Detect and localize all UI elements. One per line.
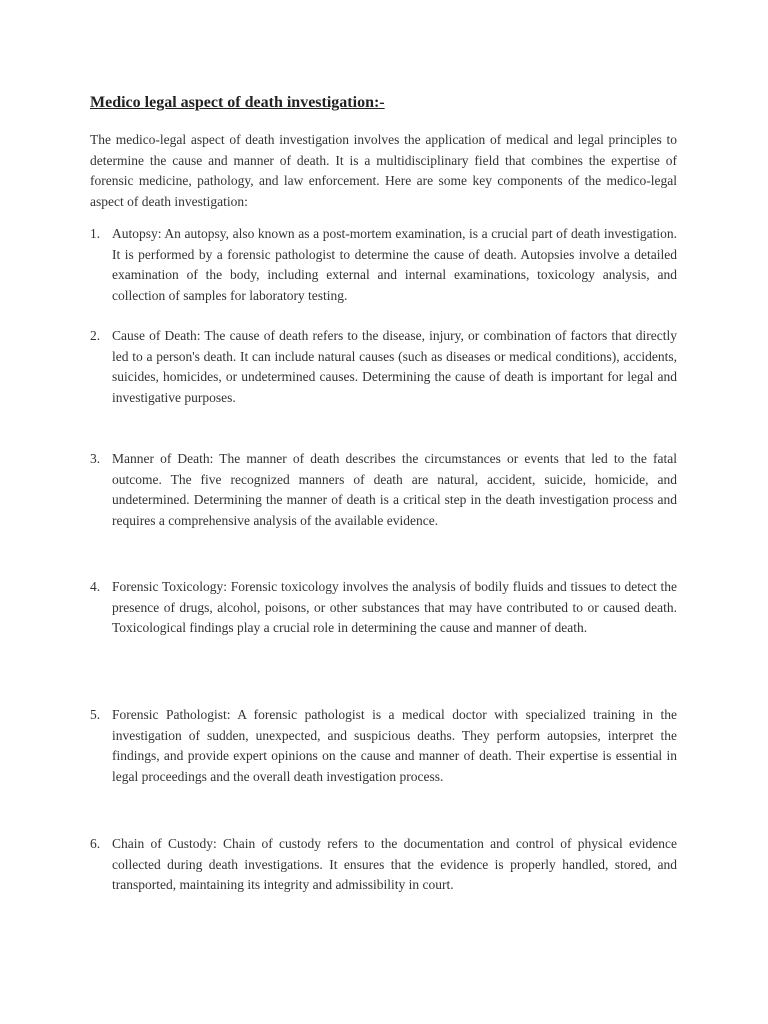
list-item-text: Cause of Death: The cause of death refers to the disease, injury, or combination of factors that directly led to a person's death. It can include natural causes (such as diseases or medical conditions), accidents, suicides, homicides, or undetermined causes. Determining the cause of death is important for legal and investigative purposes.	[112, 328, 677, 405]
list-item-number: 1.	[90, 226, 101, 241]
intro-paragraph: The medico-legal aspect of death investigation involves the application of medical and legal principles to determine the cause and manner of death. It is a multidisciplinary field that combines the expertise of forensic medicine, pathology, and law enforcement. Here are some key components of the medico-legal aspect of death investigation:	[90, 132, 677, 209]
list-item-forensic-toxicology	[90, 577, 677, 639]
list-item-number: 2.	[90, 328, 101, 343]
list-item-autopsy	[90, 224, 677, 306]
list-item-text: Autopsy: An autopsy, also known as a post-mortem examination, is a crucial part of death investigation. It is performed by a forensic pathologist to determine the cause of death. Autopsies involve a detailed examination of the body, including external and internal examinations, toxicology analysis, and collection of samples for laboratory testing.	[112, 226, 677, 303]
list-item-text: Forensic Pathologist: A forensic pathologist is a medical doctor with specialized training in the investigation of sudden, unexpected, and suspicious deaths. They perform autopsies, interpret the findings, and provide expert opinions on the cause and manner of death. Their expertise is essential in legal proceedings and the overall death investigation process.	[112, 707, 677, 784]
list-item-number: 3.	[90, 451, 101, 466]
list-item-chain-of-custody	[90, 834, 677, 896]
list-item-text: Forensic Toxicology: Forensic toxicology involves the analysis of bodily fluids and tissues to detect the presence of drugs, alcohol, poisons, or other substances that may have contributed to or caused death. Toxicological findings play a crucial role in determining the cause and manner of death.	[112, 579, 677, 635]
list-item-text: Chain of Custody: Chain of custody refers to the documentation and control of physical evidence collected during death investigations. It ensures that the evidence is properly handled, stored, and transported, maintaining its integrity and admissibility in court.	[112, 836, 677, 892]
list-item-text: Manner of Death: The manner of death describes the circumstances or events that led to the fatal outcome. The five recognized manners of death are natural, accident, suicide, homicide, and undetermined. Determining the manner of death is a critical step in the death investigation process and requires a comprehensive analysis of the available evidence.	[112, 451, 677, 528]
list-item-number: 4.	[90, 579, 101, 594]
list-item-number: 6.	[90, 836, 101, 851]
list-item-forensic-pathologist	[90, 705, 677, 787]
list-item-number: 5.	[90, 707, 101, 722]
document-title: Medico legal aspect of death investigation:-	[90, 94, 385, 111]
list-item-cause-of-death	[90, 326, 677, 408]
list-item-manner-of-death	[90, 449, 677, 531]
